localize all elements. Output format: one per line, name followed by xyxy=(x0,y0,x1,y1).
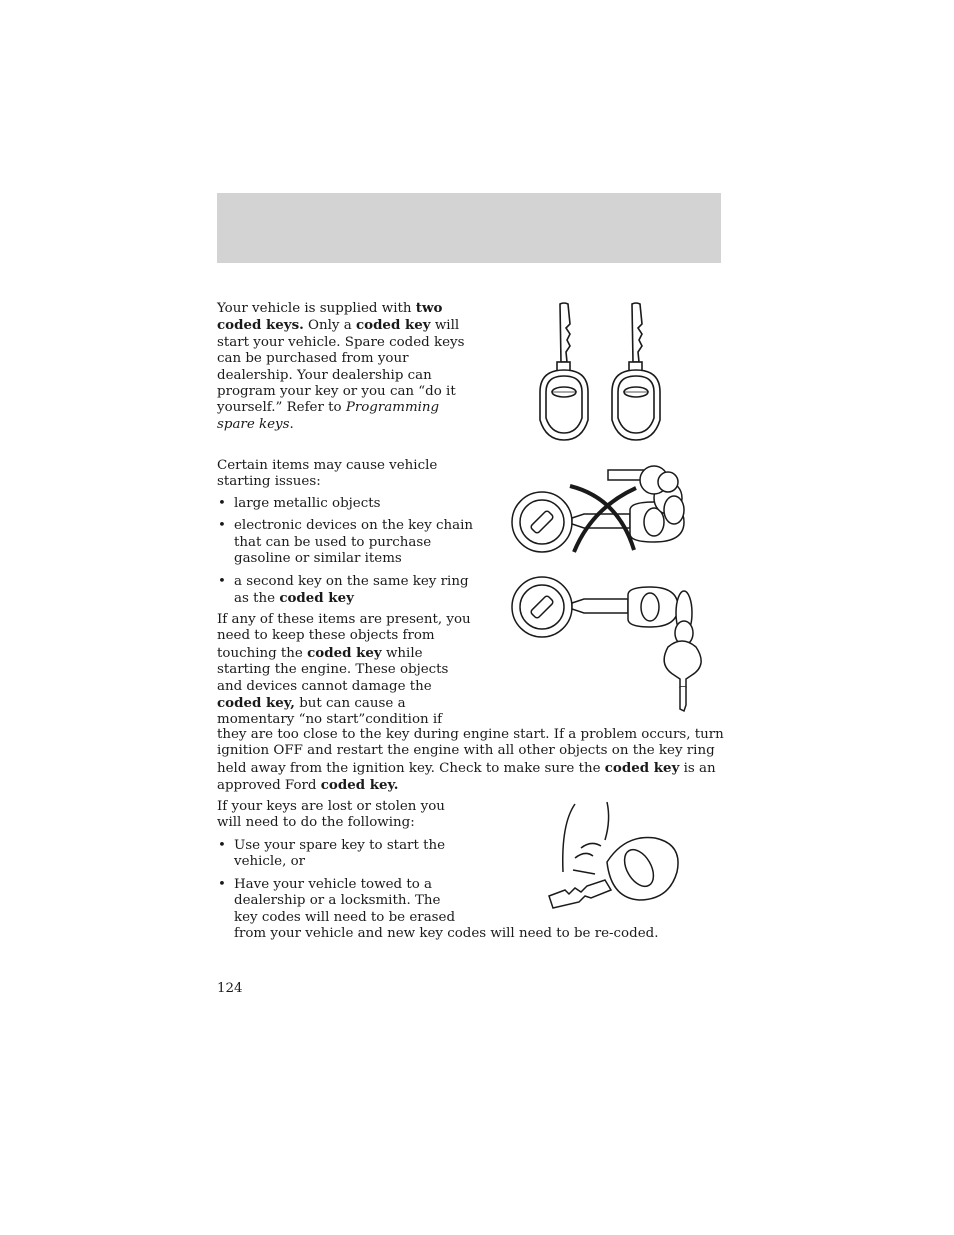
lost-keys-lead: If your keys are lost or stolen you will need to do the following: xyxy=(217,799,445,831)
intro-text-4: . xyxy=(289,416,294,432)
incorrect-key-ring-illustration xyxy=(508,458,693,558)
intro-paragraph xyxy=(217,300,472,433)
list-item xyxy=(217,496,477,512)
warning-bold-coded-key: coded key xyxy=(307,644,382,661)
intro-bold-two-coded-keys: two coded keys. xyxy=(217,300,443,334)
key-blade xyxy=(549,880,611,908)
intro-text-3: will start your vehicle. Spare coded keys can be purchased from your dealership. Your dealership can program your key or you can “do it yourself.” Refer to xyxy=(217,318,465,416)
warning-text-1: If any of these items are present, you need to keep these objects from touching the xyxy=(217,612,471,661)
intro-bold-coded-key: coded key xyxy=(355,317,431,334)
lost-keys-list xyxy=(217,838,467,932)
bullet-text: Have your vehicle towed to a dealership or a locksmith. The key codes will need to be erased xyxy=(234,876,456,925)
bullet-text: a second key on the same key ring as the xyxy=(234,573,469,607)
two-coded-keys-illustration xyxy=(530,300,670,445)
section-header-band xyxy=(217,193,721,263)
starting-issues-list xyxy=(217,496,477,613)
correct-key-ring-illustration xyxy=(508,575,708,715)
key-left xyxy=(540,303,588,440)
intro-text-2: Only a xyxy=(303,318,356,334)
bullet-text: large metallic objects xyxy=(234,496,381,511)
warning-text-5: is an approved Ford xyxy=(217,760,716,794)
hand-holding-key-illustration xyxy=(545,800,685,912)
bullet-text: Use your spare key to start the vehicle, or xyxy=(234,838,446,870)
list-item xyxy=(217,838,467,871)
warning-bold-coded-key-2: coded key, xyxy=(217,695,295,712)
intro-text-1: Your vehicle is supplied with xyxy=(217,301,416,316)
warning-text-4: they are too close to the key during engine start. If a problem occurs, turn ignition OFF and restart the engine with all other objects on the key ring held away from the ignition key. Check to make sure the xyxy=(217,727,724,776)
lost-keys-continued: from your vehicle and new key codes will need to be re-coded. xyxy=(234,926,659,941)
second-key xyxy=(664,641,701,687)
warning-text-2: while starting the engine. These objects and devices cannot damage the xyxy=(217,645,449,694)
warning-text-3: but can cause a momentary “no start”condition if xyxy=(217,696,443,728)
page-number: 124 xyxy=(217,981,243,996)
objects-warning-paragraph xyxy=(217,612,475,729)
hand-outline xyxy=(563,804,575,872)
objects-warning-continued xyxy=(217,727,725,795)
bullet-bold-coded-key: coded key xyxy=(279,590,354,607)
intro-link-programming-spare-keys: Programming spare keys xyxy=(217,400,440,432)
list-item xyxy=(217,877,467,926)
list-item xyxy=(217,518,477,567)
starting-issues-lead: Certain items may cause vehicle starting issues: xyxy=(217,458,438,490)
warning-bold-coded-key-4: coded key. xyxy=(320,777,399,794)
warning-bold-coded-key-3: coded key xyxy=(604,759,680,776)
bullet-text: electronic devices on the key chain that can be used to purchase gasoline or similar items xyxy=(234,518,474,567)
list-item xyxy=(217,574,477,608)
key-right xyxy=(612,303,660,440)
